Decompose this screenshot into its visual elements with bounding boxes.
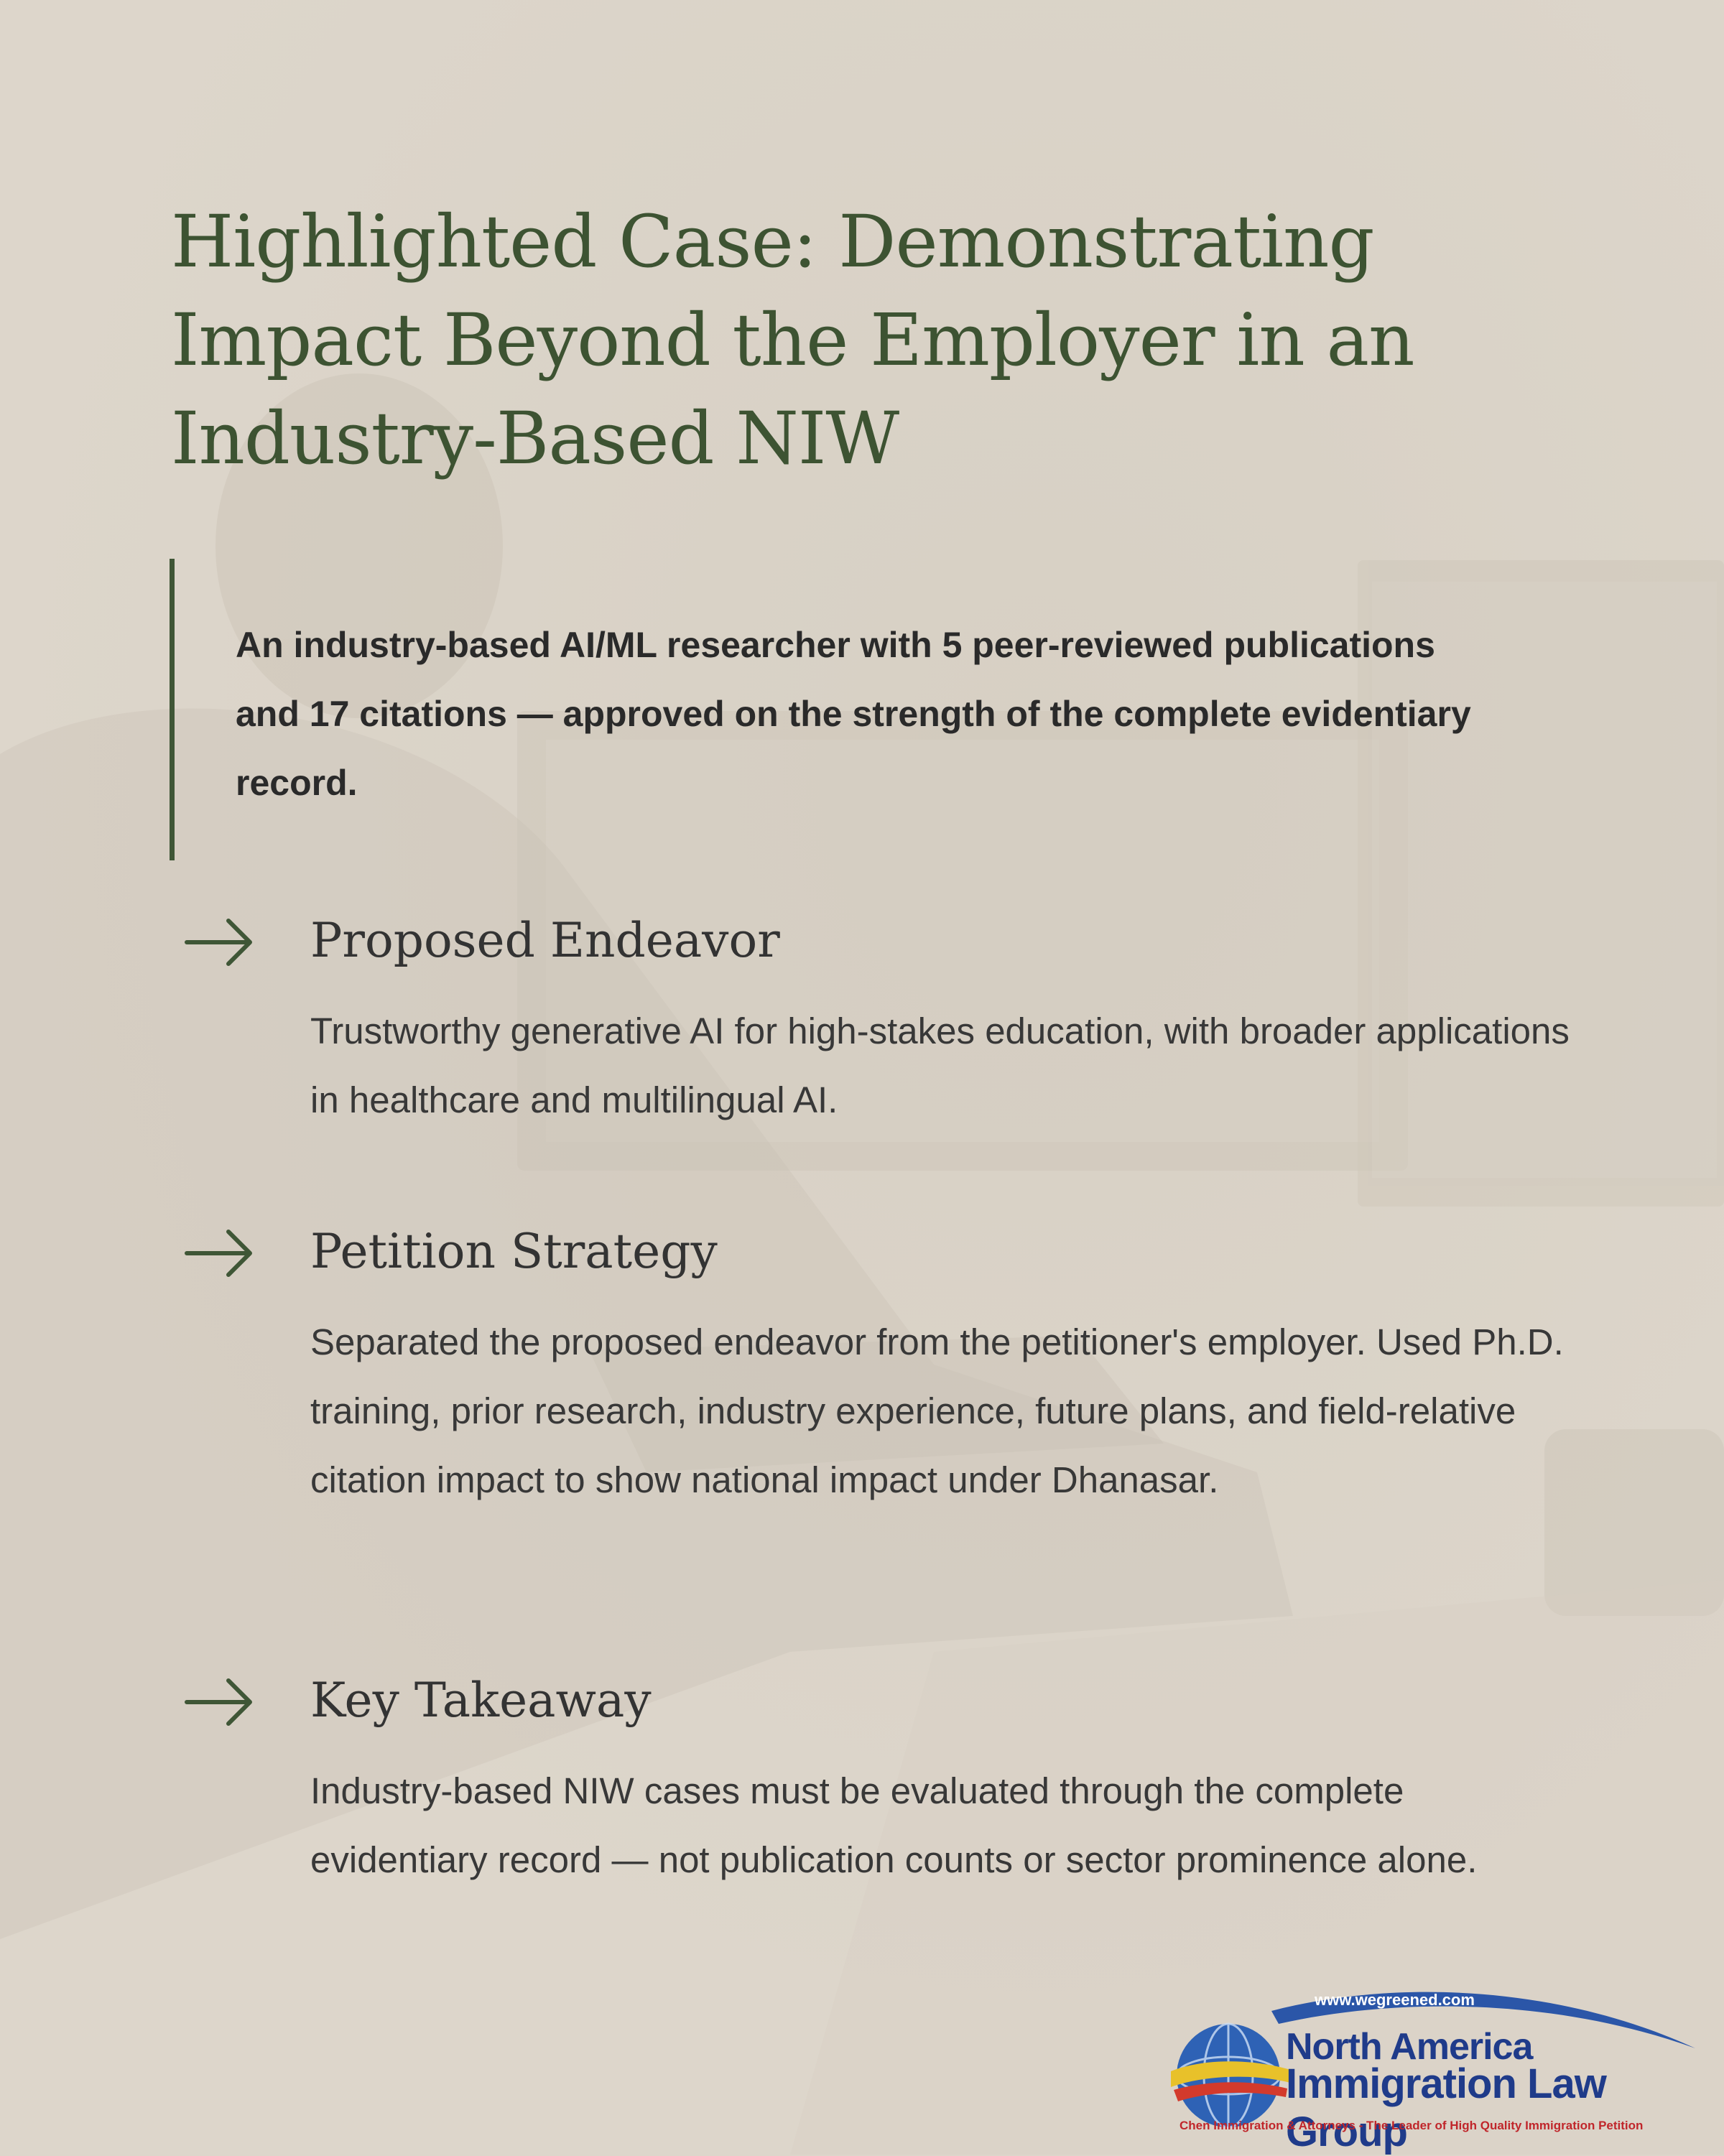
logo-tagline: Chen Immigration & Attorneys - The Leader of High Quality Immigration Petition xyxy=(1180,2119,1644,2132)
logo-name-line-2: Immigration Law Group xyxy=(1286,2060,1606,2155)
quote-accent-bar xyxy=(170,559,175,860)
company-logo xyxy=(1149,1982,1710,2155)
page-title: Highlighted Case: Demonstrating Impact Beyond the Employer in an Industry-Based NIW xyxy=(171,200,1414,480)
arrow-right-icon xyxy=(184,914,256,971)
arrow-right-icon xyxy=(184,1673,256,1731)
section-body-key-takeaway: Industry-based NIW cases must be evaluated through the complete evidentiary record — not publication counts or sector prominence alone. xyxy=(310,1770,1478,1880)
section-heading-petition-strategy: Petition Strategy xyxy=(310,1224,718,1279)
section-heading-proposed-endeavor: Proposed Endeavor xyxy=(310,913,780,968)
case-summary: An industry-based AI/ML researcher with 5 peer-reviewed publications and 17 citations — approved on the strength of the complete evidentiary record. xyxy=(236,625,1471,803)
section-body-proposed-endeavor: Trustworthy generative AI for high-stakes education, with broader applications in healthcare and multilingual AI. xyxy=(310,1010,1570,1120)
logo-url: www.wegreened.com xyxy=(1315,1991,1475,2009)
section-body-petition-strategy: Separated the proposed endeavor from the petitioner's employer. Used Ph.D. training, prior research, industry experience, future plans, and field-relative citation impact to show national impact under Dhanasar. xyxy=(310,1321,1564,1500)
arrow-right-icon xyxy=(184,1225,256,1282)
section-heading-key-takeaway: Key Takeaway xyxy=(310,1673,652,1728)
logo-name-line-1: North America xyxy=(1286,2026,1533,2068)
